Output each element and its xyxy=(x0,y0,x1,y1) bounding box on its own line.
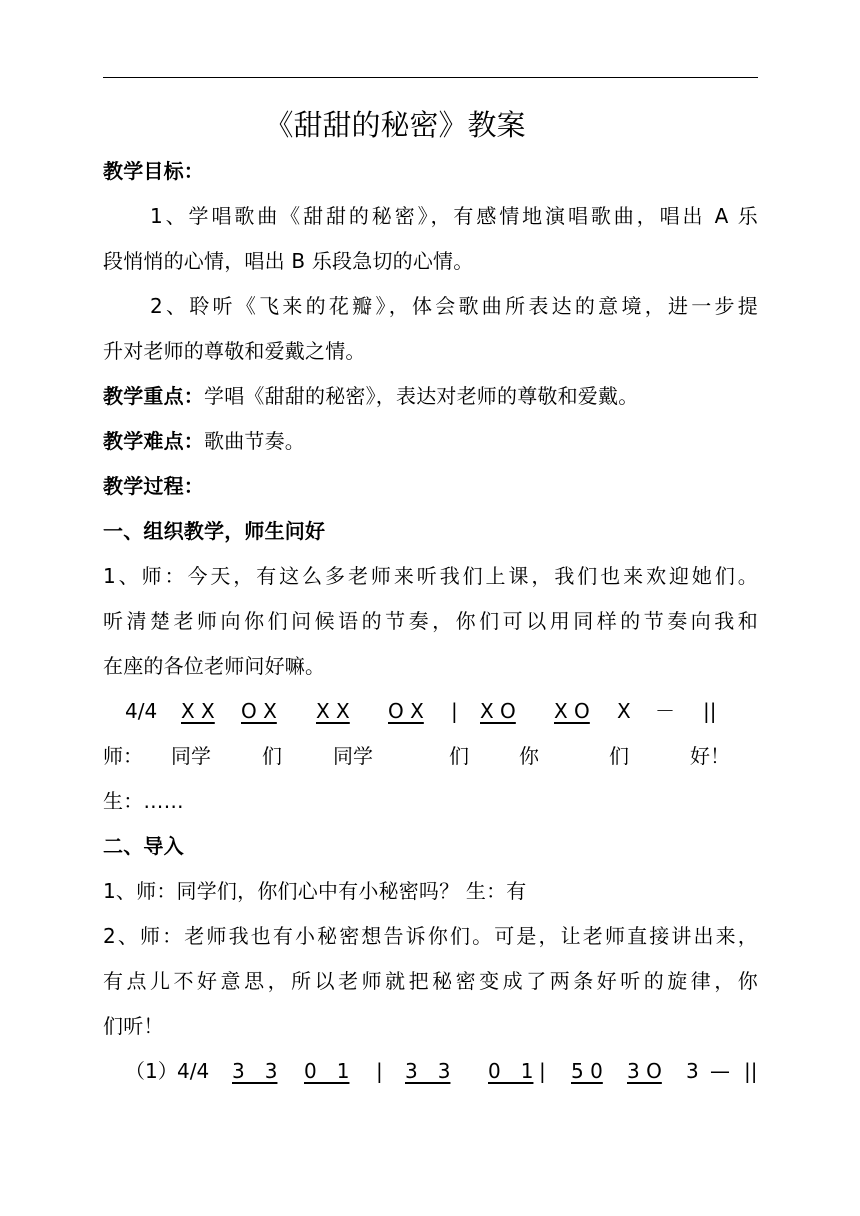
section-1-heading: 一、组织教学，师生问好 xyxy=(103,519,326,543)
difficulty-text: 歌曲节奏。 xyxy=(204,429,305,453)
melody-meter: 4/4 xyxy=(177,1059,210,1083)
rhythm-token: O X xyxy=(388,699,424,723)
rhythm-dash: － xyxy=(655,699,675,723)
section-2-line-4: 们听！ xyxy=(103,1014,164,1038)
rhythm-token: X O xyxy=(480,699,516,723)
document-title: 《甜甜的秘密》教案 xyxy=(264,108,526,142)
lyric-word: 们 xyxy=(449,744,469,768)
goal-1-line-2: 段悄悄的心情，唱出 B 乐段急切的心情。 xyxy=(103,249,474,273)
melody-barline: | xyxy=(376,1059,383,1083)
melody-note-group: 0 1 xyxy=(488,1059,534,1083)
rhythm-token: X xyxy=(617,699,631,723)
student-reply: 生：…… xyxy=(103,789,184,813)
lyric-word: 你 xyxy=(519,744,539,768)
difficulty xyxy=(103,426,758,456)
section-1-line-3: 在座的各位老师问好嘛。 xyxy=(103,654,326,678)
rhythm-token: X O xyxy=(554,699,590,723)
section-1-line-1: 1、师：今天，有这么多老师来听我们上课，我们也来欢迎她们。 xyxy=(103,564,758,588)
key-point-label: 教学重点： xyxy=(103,384,204,408)
melody-note-group: 0 1 xyxy=(304,1059,350,1083)
melody-end-barline: || xyxy=(744,1059,758,1083)
lyric-word: 好！ xyxy=(690,744,730,768)
key-point-text: 学唱《甜甜的秘密》，表达对老师的尊敬和爱戴。 xyxy=(204,384,639,408)
section-1-line-2: 听清楚老师向你们问候语的节奏，你们可以用同样的节奏向我和 xyxy=(103,609,758,633)
section-2-line-1: 1、师：同学们，你们心中有小秘密吗？ 生：有 xyxy=(103,879,527,903)
melody-note-group: 3 O xyxy=(627,1059,662,1083)
melody-number: （1） xyxy=(125,1059,178,1083)
section-2-heading: 二、导入 xyxy=(103,834,184,858)
lyric-word: 同学 xyxy=(171,744,211,768)
melody-note: 3 xyxy=(686,1059,699,1083)
goal-2-line-1: 2、聆听《飞来的花瓣》，体会歌曲所表达的意境，进一步提 xyxy=(150,294,758,318)
goals-heading: 教学目标： xyxy=(103,159,204,183)
rhythm-token: X X xyxy=(316,699,350,723)
difficulty-label: 教学难点： xyxy=(103,429,204,453)
lyric-word: 同学 xyxy=(333,744,373,768)
rhythm-end-barline: || xyxy=(703,699,717,723)
header-rule xyxy=(103,77,758,78)
melody-note-group: 3 3 xyxy=(405,1059,451,1083)
rhythm-token: O X xyxy=(241,699,277,723)
process-heading: 教学过程： xyxy=(103,474,204,498)
goal-2-line-2: 升对老师的尊敬和爱戴之情。 xyxy=(103,339,366,363)
lyrics-speaker: 师： xyxy=(103,744,143,768)
goal-1-line-1: 1、学唱歌曲《甜甜的秘密》，有感情地演唱歌曲，唱出 A 乐 xyxy=(150,204,758,228)
rhythm-meter: 4/4 xyxy=(125,699,158,723)
section-2-line-3: 有点儿不好意思，所以老师就把秘密变成了两条好听的旋律，你 xyxy=(103,969,758,993)
melody-note-group: 5 0 xyxy=(571,1059,603,1083)
section-2-line-2: 2、师：老师我也有小秘密想告诉你们。可是，让老师直接讲出来， xyxy=(103,924,758,948)
rhythm-token: X X xyxy=(181,699,215,723)
rhythm-barline: | xyxy=(451,699,458,723)
melody-dash: — xyxy=(710,1059,730,1083)
lyric-word: 们 xyxy=(609,744,629,768)
melody-barline: | xyxy=(539,1059,546,1083)
key-point xyxy=(103,381,758,411)
lyric-word: 们 xyxy=(262,744,282,768)
melody-note-group: 3 3 xyxy=(232,1059,278,1083)
